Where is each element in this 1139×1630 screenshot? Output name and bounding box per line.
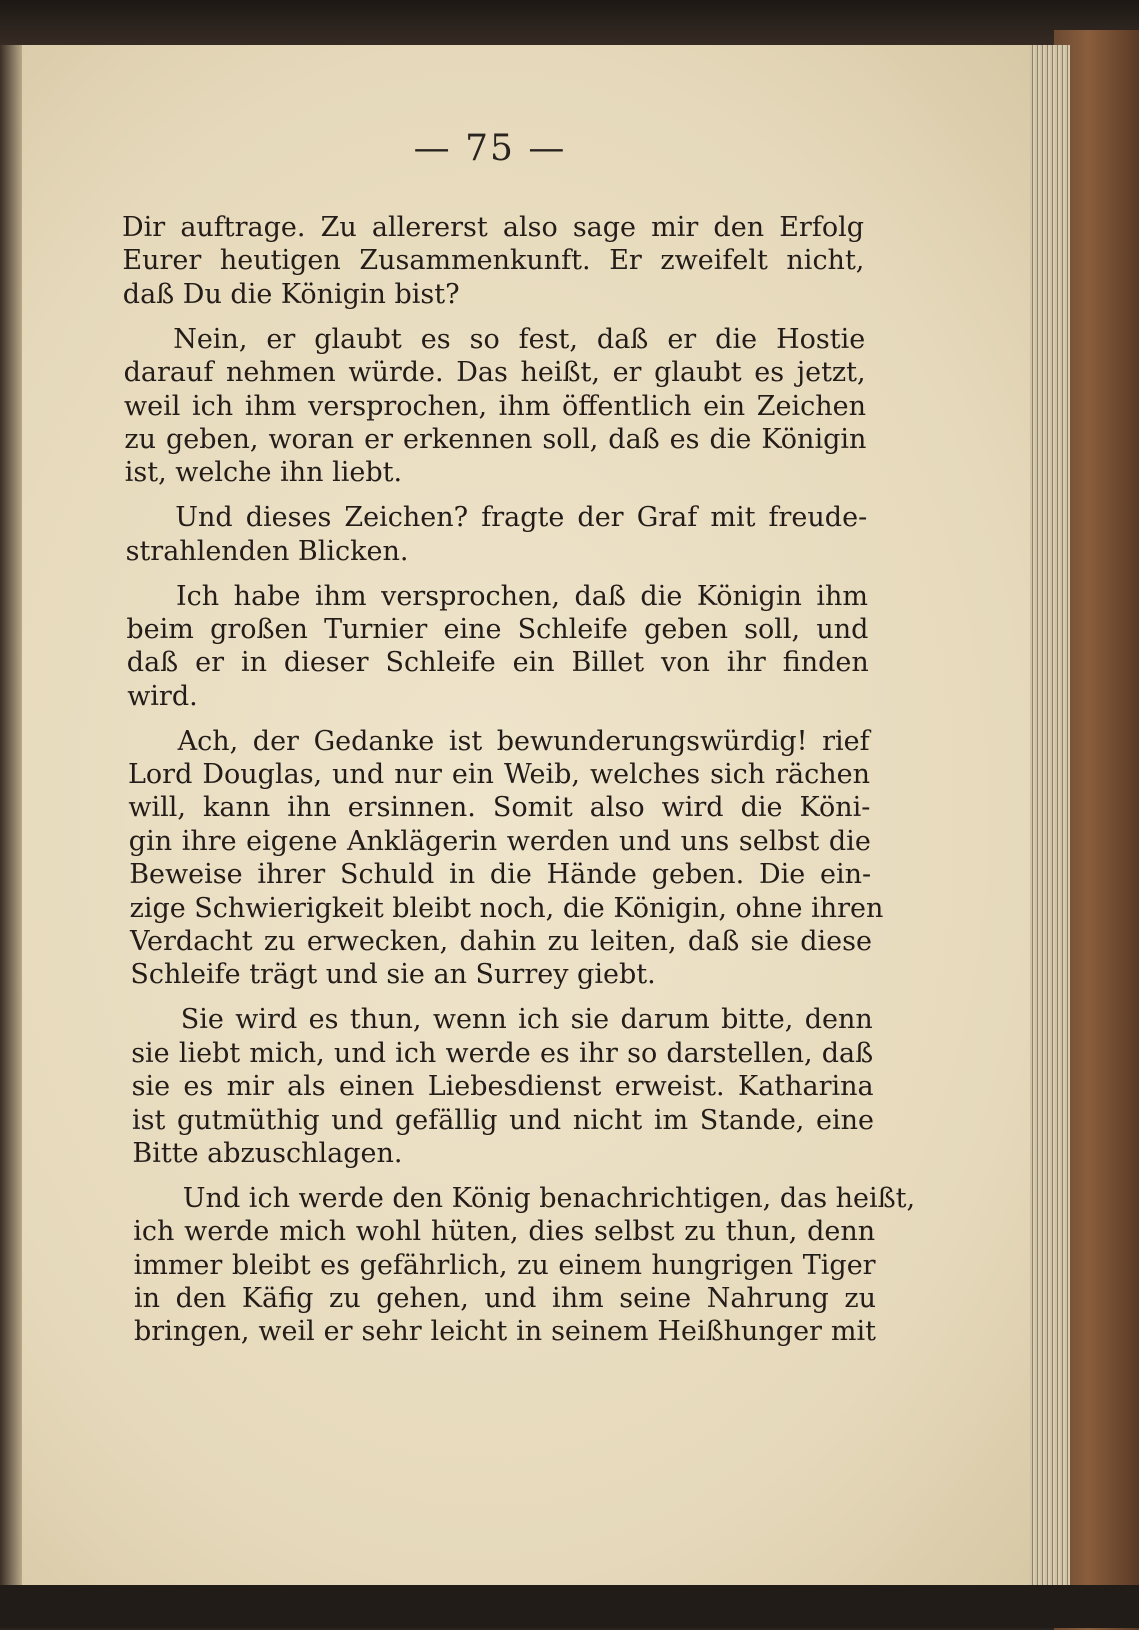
text-line: daß er in dieser Schleife ein Billet von ihr finden — [126, 647, 869, 679]
text-line: will, kann ihn ersinnen. Somit also wird die Köni- — [128, 792, 871, 824]
text-line: zige Schwierigkeit bleibt noch, die Königin, ohne ihren — [129, 892, 884, 924]
text-line: Und dieses Zeichen? fragte der Graf mit freude- — [175, 502, 868, 534]
text-line: gin ihre eigene Anklägerin werden und uns selbst die — [128, 825, 871, 857]
text-line: ist gutmüthig und gefällig und nicht im Stande, eine — [132, 1104, 874, 1136]
text-line: Schleife trägt und sie an Surrey giebt. — [130, 959, 656, 991]
background-bottom — [0, 1585, 1139, 1628]
text-line: Beweise ihrer Schuld in die Hände geben. Die ein- — [129, 859, 872, 891]
text-line: beim großen Turnier eine Schleife geben soll, und — [126, 613, 869, 645]
text-line: in den Käfig zu gehen, und ihm seine Nahrung zu — [134, 1283, 876, 1314]
text-line: Lord Douglas, und nur ein Weib, welches sich rächen — [128, 759, 870, 790]
text-line: ich werde mich wohl hüten, dies selbst zu thun, denn — [133, 1216, 876, 1248]
text-line: sie es mir als einen Liebesdienst erweist. Katharina — [131, 1071, 874, 1103]
text-line: Verdacht zu erwecken, dahin zu leiten, daß sie diese — [130, 926, 872, 957]
text-line: bringen, weil er sehr leicht in seinem Heißhunger mit — [134, 1316, 876, 1348]
text-line: weil ich ihm versprochen, ihm öffentlich ein Zeichen — [124, 390, 866, 422]
text-line: Ich habe ihm versprochen, daß die Königin ihm — [176, 580, 868, 612]
text-line: wird. — [127, 680, 198, 712]
text-line: zu geben, woran er erkennen soll, daß es die Königin — [124, 423, 867, 455]
page-number: — 75 — — [413, 128, 567, 169]
page-gutter — [0, 45, 22, 1585]
text-line: Ach, der Gedanke ist bewunderungswürdig! rief — [177, 725, 870, 757]
text-line: Eurer heutigen Zusammenkunft. Er zweifelt nicht, — [122, 245, 865, 277]
text-line: Dir auftrage. Zu allererst also sage mir den Erfolg — [122, 212, 864, 243]
text-line: sie liebt mich, und ich werde es ihr so darstellen, daß — [131, 1037, 874, 1069]
text-line: ist, welche ihn liebt. — [124, 457, 403, 489]
text-line: Nein, er glaubt es so fest, daß er die Hostie — [173, 323, 866, 355]
text-line: Bitte abzuschlagen. — [132, 1137, 403, 1169]
text-line: immer bleibt es gefährlich, zu einem hungrigen Tiger — [133, 1249, 876, 1281]
text-line: darauf nehmen würde. Das heißt, er glaubt es jetzt, — [123, 357, 866, 389]
text-line: strahlenden Blicken. — [125, 535, 409, 567]
text-line: Sie wird es thun, wenn ich sie darum bitte, denn — [180, 1004, 873, 1036]
text-line: daß Du die Königin bist? — [122, 278, 460, 310]
page-edges — [1030, 45, 1070, 1585]
text-line: Und ich werde den König benachrichtigen, das heißt, — [182, 1182, 916, 1214]
